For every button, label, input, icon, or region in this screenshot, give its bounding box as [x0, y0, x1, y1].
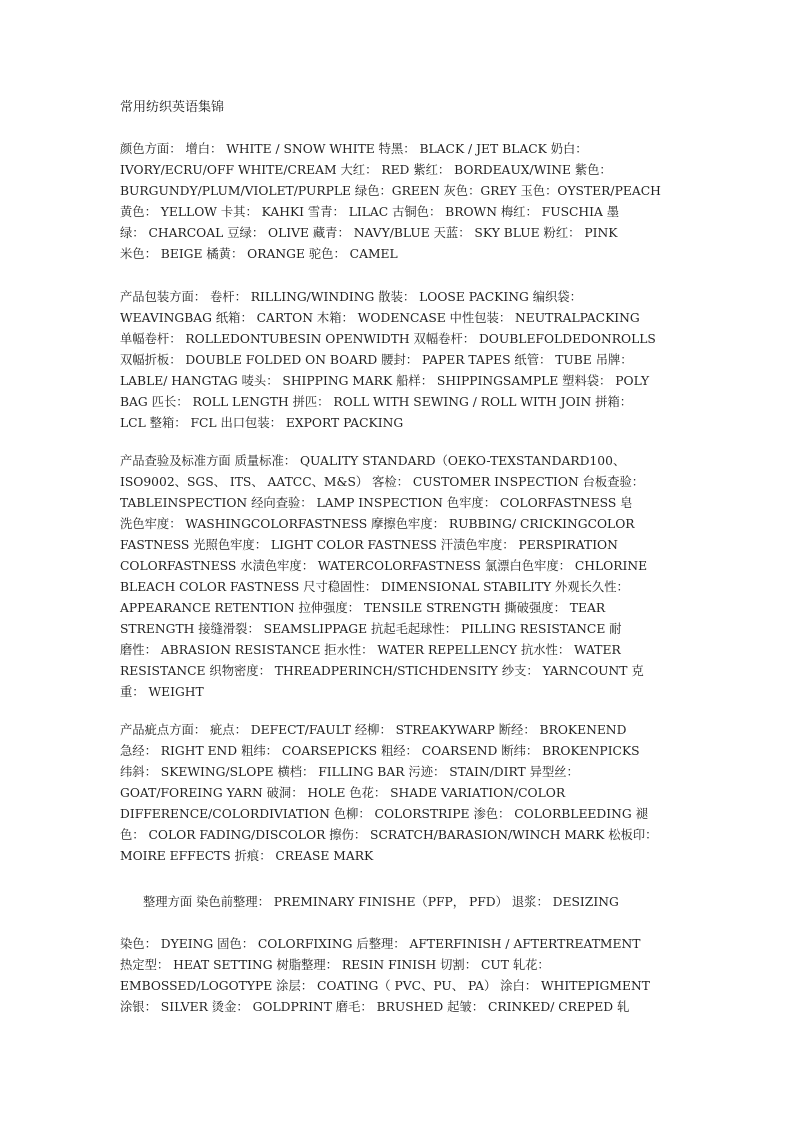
text-line: 纬斜： SKEWING/SLOPE 横档： FILLING BAR 污迹： STAIN/DIRT 异型丝： [120, 765, 579, 779]
text-line: 黄色： YELLOW 卡其： KAHKI 雪青： LILAC 古铜色： BROWN 梅红： FUSCHIA 墨 [120, 205, 620, 219]
text-line: ISO9002、SGS、 ITS、 AATCC、M&S） 客检： CUSTOMER INSPECTION 台板查验： [120, 475, 645, 489]
text-line: STRENGTH 接缝滑裂： SEAMSLIPPAGE 抗起毛起球性： PILLING RESISTANCE 耐 [120, 622, 622, 636]
text-line: 颜色方面： 增白： WHITE / SNOW WHITE 特黑： BLACK / JET BLACK 奶白： [120, 142, 588, 156]
text-line: 产品疵点方面： 疵点： DEFECT/FAULT 经柳： STREAKYWARP 断经： BROKENEND [120, 723, 627, 737]
text-line: WEAVINGBAG 纸箱： CARTON 木箱： WODENCASE 中性包装： NEUTRALPACKING [120, 311, 640, 325]
text-line: 绿： CHARCOAL 豆绿： OLIVE 藏青： NAVY/BLUE 天蓝： SKY BLUE 粉红： PINK [120, 226, 618, 240]
text-line: 产品包装方面： 卷杆： RILLING/WINDING 散装： LOOSE PACKING 编织袋： [120, 290, 582, 304]
text-line: 洗色牢度： WASHINGCOLORFASTNESS 摩擦色牢度： RUBBING/ CRICKINGCOLOR [120, 517, 635, 531]
text-line: 双幅折板： DOUBLE FOLDED ON BOARD 腰封： PAPER TAPES 纸管： TUBE 吊牌： [120, 353, 633, 367]
text-line: LCL 整箱： FCL 出口包装： EXPORT PACKING [120, 416, 404, 430]
text-line: FASTNESS 光照色牢度： LIGHT COLOR FASTNESS 汗渍色牢度： PERSPIRATION [120, 538, 618, 552]
text-line: 重： WEIGHT [120, 685, 204, 699]
section-colors [120, 139, 661, 265]
text-line: 染色： DYEING 固色： COLORFIXING 后整理： AFTERFINISH / AFTERTREATMENT [120, 937, 641, 951]
text-line: IVORY/ECRU/OFF WHITE/CREAM 大红： RED 紫红： BORDEAUX/WINE 紫色： [120, 163, 612, 177]
text-line: COLORFASTNESS 水渍色牢度： WATERCOLORFASTNESS 氯漂白色牢度： CHLORINE [120, 559, 648, 573]
text-line: APPEARANCE RETENTION 拉伸强度： TENSILE STRENGTH 撕破强度： TEAR [120, 601, 606, 615]
text-line: 磨性： ABRASION RESISTANCE 拒水性： WATER REPELLENCY 抗水性： WATER [120, 643, 621, 657]
section-packing [120, 287, 656, 434]
text-line: BURGUNDY/PLUM/VIOLET/PURPLE 绿色：GREEN 灰色：GREY 玉色：OYSTER/PEACH [120, 184, 661, 198]
text-line: GOAT/FOREING YARN 破洞： HOLE 色花： SHADE VARIATION/COLOR [120, 786, 566, 800]
text-line: RESISTANCE 织物密度： THREADPERINCH/STICHDENSITY 纱支： YARNCOUNT 克 [120, 664, 644, 678]
text-line: 单幅卷杆： ROLLEDONTUBESIN OPENWIDTH 双幅卷杆： DOUBLEFOLDEDONROLLS [120, 332, 656, 346]
section-inspection [120, 451, 647, 703]
text-line: BLEACH COLOR FASTNESS 尺寸稳固性： DIMENSIONAL STABILITY 外观长久性： [120, 580, 629, 594]
document-title: 常用纺织英语集锦 [120, 100, 225, 115]
text-line: 整理方面 染色前整理： PREMINARY FINISHE（PFP， PFD） 退浆： DESIZING [143, 895, 619, 909]
section-finishing-heading [143, 892, 619, 913]
text-line: TABLEINSPECTION 经向查验： LAMP INSPECTION 色牢度： COLORFASTNESS 皂 [120, 496, 633, 510]
text-line: 急经： RIGHT END 粗纬： COARSEPICKS 粗经： COARSEND 断纬： BROKENPICKS [120, 744, 640, 758]
text-line: BAG 匹长： ROLL LENGTH 拼匹： ROLL WITH SEWING / ROLL WITH JOIN 拼箱： [120, 395, 633, 409]
text-line: 米色： BEIGE 橘黄： ORANGE 驼色： CAMEL [120, 247, 398, 261]
text-line: EMBOSSED/LOGOTYPE 涂层： COATING（ PVC、PU、 PA） 涂白： WHITEPIGMENT [120, 979, 650, 993]
text-line: LABLE/ HANGTAG 唛头： SHIPPING MARK 船样： SHIPPINGSAMPLE 塑料袋： POLY [120, 374, 650, 388]
text-line: MOIRE EFFECTS 折痕： CREASE MARK [120, 849, 374, 863]
text-line: 热定型： HEAT SETTING 树脂整理： RESIN FINISH 切割： CUT 轧花： [120, 958, 550, 972]
text-line: DIFFERENCE/COLORDIVIATION 色柳： COLORSTRIPE 渗色： COLORBLEEDING 褪 [120, 807, 648, 821]
text-line: 涂银： SILVER 烫金： GOLDPRINT 磨毛： BRUSHED 起皱： CRINKED/ CREPED 轧 [120, 1000, 630, 1014]
section-finishing [120, 934, 650, 1018]
text-line: 色： COLOR FADING/DISCOLOR 擦伤： SCRATCH/BARASION/WINCH MARK 松板印： [120, 828, 658, 842]
text-line: 产品查验及标准方面 质量标准： QUALITY STANDARD（OEKO-TEXSTANDARD100、 [120, 454, 626, 468]
section-defects [120, 720, 657, 867]
